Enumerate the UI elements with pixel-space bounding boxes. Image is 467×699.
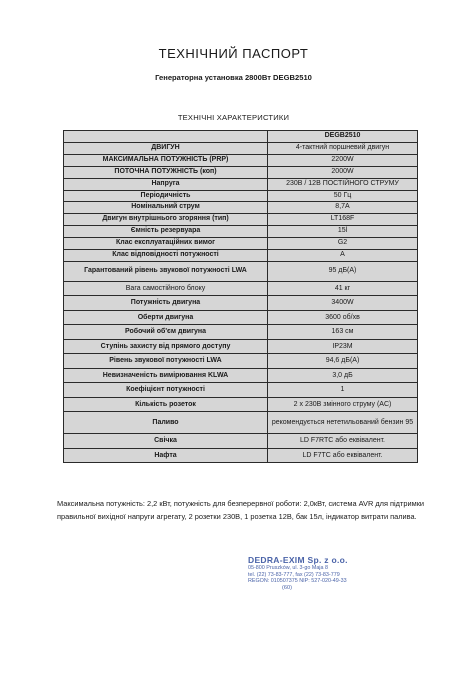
spec-value: 3,0 дБ xyxy=(268,368,418,383)
table-row xyxy=(64,166,418,178)
spec-key: Робочий об'єм двигуна xyxy=(64,325,268,340)
table-row xyxy=(64,339,418,354)
table-row xyxy=(64,310,418,325)
stamp-company-name: DEDRA-EXIM Sp. z o.o. xyxy=(248,555,348,565)
spec-value: 8,7А xyxy=(268,202,418,214)
spec-value: LT168F xyxy=(268,214,418,226)
spec-value: LD F7TC або еквівалент. xyxy=(268,448,418,463)
spec-value: 230В / 12В ПОСТІЙНОГО СТРУМУ xyxy=(268,178,418,190)
stamp-number: (60) xyxy=(282,584,292,591)
spec-key: ДВИГУН xyxy=(64,142,268,154)
table-row xyxy=(64,448,418,463)
table-row xyxy=(64,325,418,340)
document-title: ТЕХНІЧНИЙ ПАСПОРТ xyxy=(158,46,309,61)
spec-key: Невизначеність вимірювання KLWA xyxy=(64,368,268,383)
spec-value: 50 Гц xyxy=(268,190,418,202)
spec-value: 2000W xyxy=(268,166,418,178)
spec-key: Потужність двигуна xyxy=(64,296,268,311)
spec-value: 2200W xyxy=(268,154,418,166)
spec-value: 41 кг xyxy=(268,281,418,296)
table-row xyxy=(64,202,418,214)
table-row xyxy=(64,397,418,412)
product-description: Максимальна потужність: 2,2 кВт, потужність для безперервної роботи: 2,0кВт, система AVR для підтримки правильної вихідної напруги агрегату, 2 розетки 230В, 1 розетка 12В, бак 15л, індикатор витрати палива. xyxy=(57,499,425,521)
spec-key: Номінальний струм xyxy=(64,202,268,214)
spec-value: IP23M xyxy=(268,339,418,354)
table-row xyxy=(64,190,418,202)
table-row xyxy=(64,238,418,250)
spec-key: Паливо xyxy=(64,412,268,434)
spec-key: Рівень звукової потужності LWA xyxy=(64,354,268,369)
spec-key: Двигун внутрішнього згоряння (тип) xyxy=(64,214,268,226)
spec-value: 15l xyxy=(268,226,418,238)
spec-key: Ступінь захисту від прямого доступу xyxy=(64,339,268,354)
spec-value: 2 x 230В змінного струму (AC) xyxy=(268,397,418,412)
spec-value: 1 xyxy=(268,383,418,398)
table-row xyxy=(64,226,418,238)
table-row xyxy=(64,354,418,369)
table-row xyxy=(64,142,418,154)
table-row xyxy=(64,154,418,166)
table-row xyxy=(64,434,418,449)
company-stamp xyxy=(248,555,356,619)
document-subtitle: Генераторна установка 2800Вт DEGB2510 xyxy=(155,73,312,82)
table-row xyxy=(64,296,418,311)
spec-value: LD F7RTC або еквівалент. xyxy=(268,434,418,449)
table-row xyxy=(64,214,418,226)
spec-key xyxy=(64,131,268,143)
spec-key: Кількість розеток xyxy=(64,397,268,412)
table-row xyxy=(64,383,418,398)
stamp-phone: tel. (22) 73-83-777, fax (22) 73-83-779 xyxy=(248,571,340,578)
spec-key: ПОТОЧНА ПОТУЖНІСТЬ (коп) xyxy=(64,166,268,178)
spec-key: Клас відповідності потужності xyxy=(64,250,268,262)
spec-value: DEGB2510 xyxy=(268,131,418,143)
spec-key: Ємність резервуара xyxy=(64,226,268,238)
spec-key: Гарантований рівень звукової потужності LWA xyxy=(64,261,268,281)
spec-value: 94,6 дБ(А) xyxy=(268,354,418,369)
spec-value: A xyxy=(268,250,418,262)
stamp-ids: REGON: 010507375 NIP: 527-020-49-33 xyxy=(248,578,347,585)
spec-value: 3600 об/хв xyxy=(268,310,418,325)
spec-value: G2 xyxy=(268,238,418,250)
spec-key: Вага самостійного блоку xyxy=(64,281,268,296)
spec-key: Клас експлуатаційних вимог xyxy=(64,238,268,250)
spec-key: Коефіцієнт потужності xyxy=(64,383,268,398)
spec-key: Напруга xyxy=(64,178,268,190)
table-row xyxy=(64,412,418,434)
stamp-address: 05-800 Pruszków, ul. 3-go Maja 8 xyxy=(248,565,329,571)
table-row xyxy=(64,178,418,190)
spec-key: Нафта xyxy=(64,448,268,463)
table-row xyxy=(64,250,418,262)
spec-key: Оберти двигуна xyxy=(64,310,268,325)
table-row xyxy=(64,131,418,143)
spec-table xyxy=(63,130,418,463)
table-row xyxy=(64,368,418,383)
table-row xyxy=(64,281,418,296)
spec-value: 163 см xyxy=(268,325,418,340)
spec-key: Свічка xyxy=(64,434,268,449)
section-title: ТЕХНІЧНІ ХАРАКТЕРИСТИКИ xyxy=(177,113,290,122)
spec-value: рекомендується нететильований бензин 95 xyxy=(268,412,418,434)
spec-key: МАКСИМАЛЬНА ПОТУЖНІСТЬ (PRP) xyxy=(64,154,268,166)
spec-key: Періодичність xyxy=(64,190,268,202)
spec-value: 95 дБ(А) xyxy=(268,261,418,281)
spec-value: 3400W xyxy=(268,296,418,311)
table-row xyxy=(64,261,418,281)
spec-value: 4-тактний поршневий двигун xyxy=(268,142,418,154)
